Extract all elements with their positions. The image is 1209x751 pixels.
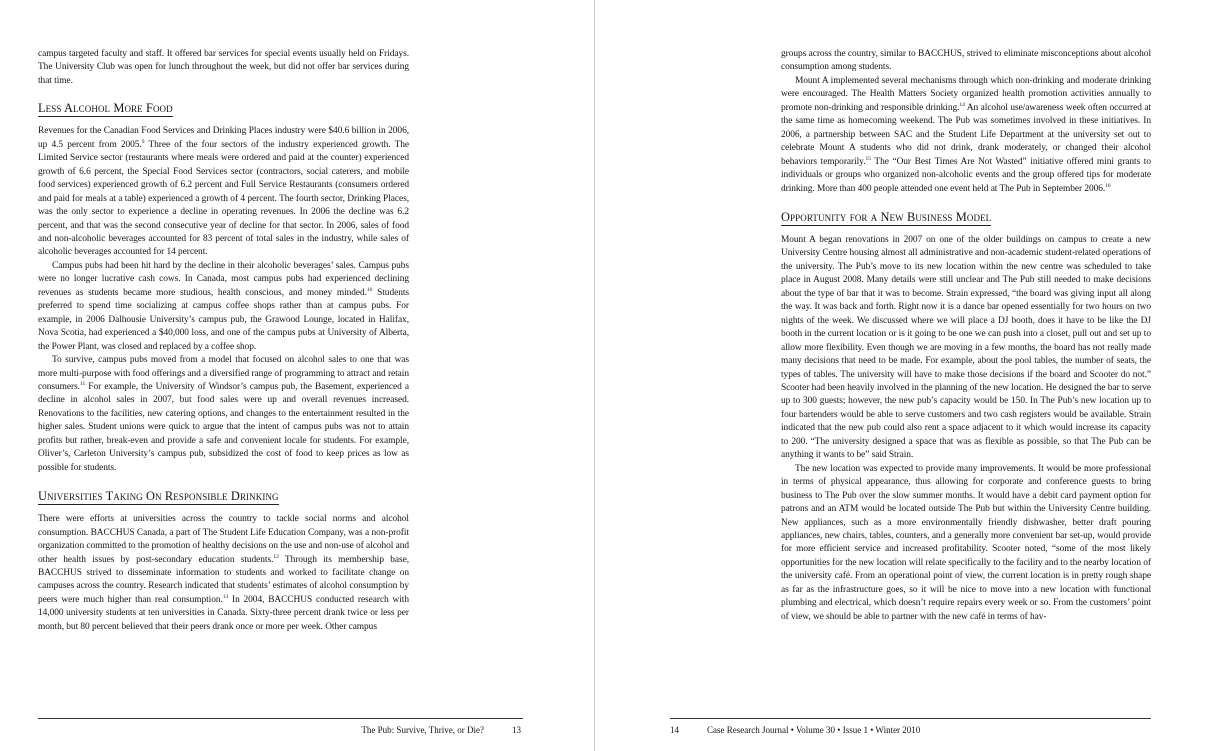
page-number: 13 [512,725,521,735]
footnote-ref: 11 [79,380,86,387]
paragraph: groups across the country, similar to BACCHUS, strived to eliminate misconceptions about alcohol consumption among students. [781,49,1151,73]
left-page [0,0,594,751]
paragraph: Mount A implemented several mechanisms through which non-drinking and moderate drinking were encouraged. The Health Matters Society organized health promotion activities annually to promote non-drinking and responsible drinking.$^{14}$ An alcohol use/awareness week often occurred at the same time as homecoming weekend. The Pub was sometimes involved in these initiatives. In 2006, a partnership between SAC and the Student Life Department at the university set out to celebrate Mount A students who did not drink, drank moderately, or changed their alcohol behaviors temporarily.$^{15}$ The “Our Best Times Are Not Wasted” initiative offered mini grants to individuals or groups who organized non-alcoholic events and the group offered tips for moderate drinking. More than 400 people attended one event held at The Pub in September 2006.16 [781,75,1151,194]
footnote-ref: 14 [959,101,965,108]
footnote-ref: 13 [222,593,229,600]
paragraph: To survive, campus pubs moved from a model that focused on alcohol sales to one that was more multi-purpose with food offerings and a diversified range of programming to attract and retain consumers.$^{11}$ For example, the University of Windsor’s campus pub, the Basement, experienced a decline in alcohol sales in 2007, but food sales were up and overall revenues increased. Renovations to the facilities, new catering options, and changes to the entertainment resulted in the higher sales. Student unions were quick to argue that the intent of campus pubs was not to attain profits but rather, break-even and provide a safe and convenient locale for students. For example, Oliver’s, Carleton University’s campus pub, subsidized the cost of food to keep prices as low as possible for students. [38,355,409,473]
section-heading: Less Alcohol More Food [38,101,173,116]
right-page [598,0,1209,751]
footnote-ref: 12 [273,553,279,560]
page-number: 14 [670,725,679,735]
footer-rule [38,718,523,719]
footnote-ref: 10 [366,286,373,293]
right-text-column [781,48,1151,624]
paragraph: campus targeted faculty and staff. It offered bar services for special events usually held on Fridays. The University Club was open for lunch throughout the week, but did not offer bar services during that time. [38,49,409,86]
footnote-ref: 9 [141,138,145,145]
footer-rule [670,718,1151,719]
footnote-ref: 15 [865,155,871,162]
paragraph: There were efforts at universities across the country to tackle social norms and alcohol consumption. BACCHUS Canada, a part of The Student Life Education Company, was a non-profit organization committed to the promotion of healthy decisions on the use and non-use of alcohol and other health issues by post-secondary education students.$^{12}$ Through its membership base, BACCHUS strived to disseminate information to students and worked to facilitate change on campuses across the country. Research indicated that students’ estimates of alcohol consumption by peers were much higher than real consumption.$^{13}$ In 2004, BACCHUS conducted research with 14,000 university students at ten universities in Canada. Sixty-three percent drank twice or less per month, but 80 percent believed that their peers drank once or more per week. Other campus [38,514,409,632]
section-heading: Universities Taking On Responsible Drinking [38,489,279,504]
paragraph: Campus pubs had been hit hard by the decline in their alcoholic beverages’ sales. Campus pubs were no longer lucrative cash cows. In Canada, most campus pubs had experienced declining revenues as students became more studious, health conscious, and money minded.$^{10}$ Students preferred to spend time socializing at campus coffee shops rather than at campus pubs. For example, in 2006 Dalhousie University’s campus pub, the Grawood Lounge, located in Halifax, Nova Scotia, had experienced a $40,000 loss, and one of the campus pubs at University of Alberta, the Power Plant, was closed and replaced by a coffee shop. [38,260,409,352]
section-heading: Opportunity for a New Business Model [781,209,992,224]
footnote-ref: 16 [1105,182,1111,189]
paragraph: Mount A began renovations in 2007 on one of the older buildings on campus to create a new University Centre housing almost all administrative and non-academic student-related operations of the university. The Pub’s move to its new location within the new centre was scheduled to take place in August 2008. Many details were still unclear and The Pub still needed to make decisions about the type of bar that it was to become. Strain expressed, “the board was giving input all along the way. It was back and forth. Right now it is a dance bar opened essentially for two hours on two nights of the week. We discussed where we will place a DJ booth, does it have to be like the DJ booth in the current location or is it going to be one we can push into a closet, pull out and set up to allow more flexibility. Even though we are moving in a few months, the board has not really made many decisions that need to be made. For example, about the pool tables, the number of seats, the types of tables. The university will have to make those decisions if the board and Scooter do not.” Scooter had been heavily involved in the planning of the new location. He designed the bar to serve up to 300 guests; however, the new pub’s capacity would be 150. In The Pub’s new location up to four bartenders would be able to serve customers and two cash registers would be available. Strain indicated that the new pub could also rent a space adjacent to it which would increase its capacity to 200. “The university designed a space that was as flexible as possible, so that The Pub can be anything it wants to be” said Strain. [781,234,1151,461]
paragraph: The new location was expected to provide many improvements. It would be more professional in terms of physical appearance, thus allowing for corporate and conference guests to bring business to The Pub over the slow summer months. It would have a debit card payment option for patrons and an ATM would be located outside The Pub but within the University Centre building. New appliances, such as a more environmentally friendly dishwasher, better draft pouring appliances, new chairs, tables, counters, and a generally more convenient bar set-up, would provide for more efficient service and increased profitability. Scooter noted, “some of the most likely opportunities for the new location will relate specifically to the facility and to the nearby location of the university café. From an operational point of view, the current location is in pretty rough shape as far as the infrastructure goes, so it will be nice to move into a new location with functional plumbing and electrical, which doesn’t require repairs every week or so. From the customers’ point of view, we should be able to partner with the new café in terms of hav- [781,463,1151,622]
running-title: The Pub: Survive, Thrive, or Die? [361,725,484,735]
journal-citation: Case Research Journal • Volume 30 • Issue 1 • Winter 2010 [707,725,921,735]
left-text-column [38,48,409,634]
page-gutter [594,0,595,751]
paragraph: Revenues for the Canadian Food Services and Drinking Places industry were $40.6 billion in 2006, up 4.5 percent from 2005.$^9$ Three of the four sectors of the industry experienced growth. The Limited Service sector (restaurants where meals were ordered and paid at the counter) experienced growth of 6.6 percent, the Special Food Services sector (contractors, social caterers, and mobile food services) experienced growth of 6.2 percent and Full Service Restaurants (consumers ordered and paid for meals at a table) experienced a growth of 4 percent. The fourth sector, Drinking Places, was the only sector to experience a decline in operating revenues. In 2006 the decline was 6.2 percent, and that was the second consecutive year of decline for that sector. In 2006, sales of food and non-alcoholic beverages accounted for 83 percent of total sales in the industry, while sales of alcoholic beverages accounted for 14 percent. [38,126,410,258]
